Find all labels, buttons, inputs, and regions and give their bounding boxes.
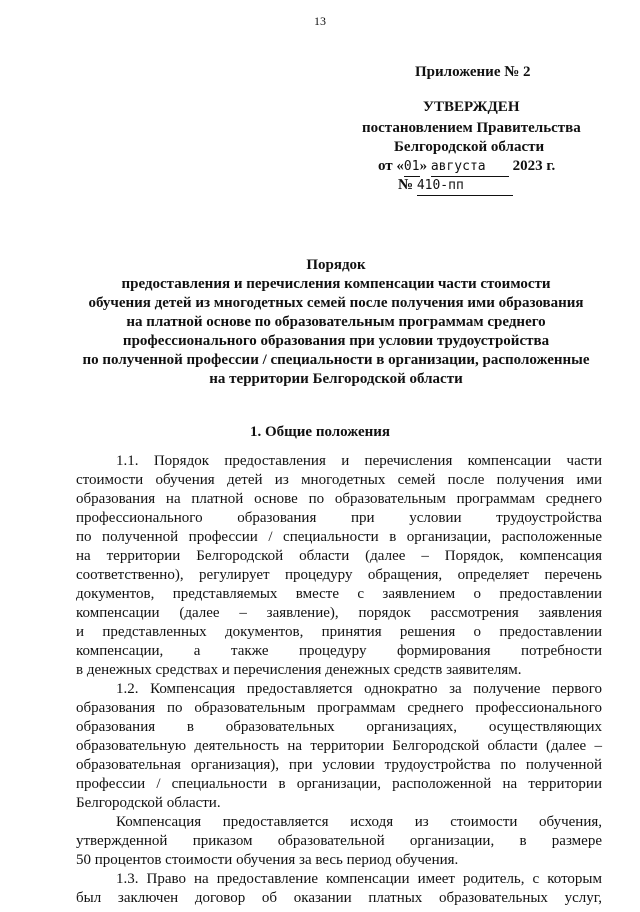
date-day: 01: [404, 157, 420, 177]
date-mid: »: [419, 158, 428, 174]
body-line: и представленных документов, принятия решения о предоставлении: [76, 624, 602, 640]
title-line: Порядок: [306, 257, 366, 273]
body-line: документов, представляемых вместе с заявлением о предоставлении: [76, 586, 602, 602]
body-line: 1.2. Компенсация предоставляется однократно за получение первого: [116, 681, 602, 697]
body-line: утвержденной приказом образовательной организации, в размере: [76, 833, 602, 849]
approval-line1: постановлением Правительства: [362, 120, 581, 136]
date-prefix: от «: [378, 158, 404, 174]
body-line: 50 процентов стоимости обучения за весь период обучения.: [76, 852, 459, 868]
approval-date: [378, 157, 555, 177]
body-line: образования на платной основе по образовательным программам среднего: [76, 491, 602, 507]
approval-line2: Белгородской области: [394, 139, 545, 155]
body-line: профессии / специальности в организации, расположенной на территории: [76, 776, 602, 792]
body-line: в денежных средствах и перечисления денежных средств заявителям.: [76, 662, 522, 678]
body-line: соответственно), регулирует процедуру обращения, определяет перечень: [76, 567, 602, 583]
body-line: по полученной профессии / специальности в организации, расположенные: [76, 529, 602, 545]
body-line: образования в образовательных организациях, осуществляющих: [76, 719, 602, 735]
body-line: компенсации (далее – заявление), порядок рассмотрения заявления: [76, 605, 602, 621]
approval-heading: УТВЕРЖДЕН: [423, 99, 520, 115]
appendix-label: Приложение № 2: [415, 64, 531, 80]
body-line: Белгородской области.: [76, 795, 221, 811]
approval-number: [398, 176, 513, 196]
title-line: на платной основе по образовательным программам среднего: [126, 314, 546, 330]
date-month: августа: [431, 157, 509, 177]
title-line: на территории Белгородской области: [209, 371, 463, 387]
body-line: 1.1. Порядок предоставления и перечисления компенсации части: [116, 453, 602, 469]
body-line: 1.3. Право на предоставление компенсации имеет родитель, с которым: [116, 871, 602, 887]
body-line: образовательную деятельность на территории Белгородской области (далее –: [76, 738, 602, 754]
body-line: образования по образовательным программам среднего профессионального: [76, 700, 602, 716]
page-number: 13: [314, 14, 326, 28]
body-line: компенсации, а также процедуру формирования потребности: [76, 643, 602, 659]
body-line: был заключен договор об оказании платных образовательных услуг,: [76, 890, 602, 906]
body-text: [76, 452, 602, 908]
number-prefix: №: [398, 177, 414, 193]
body-line: Компенсация предоставляется исходя из стоимости обучения,: [116, 814, 602, 830]
title-line: профессионального образования при условии трудоустройства: [122, 333, 550, 349]
document-title: [56, 256, 616, 389]
title-line: предоставления и перечисления компенсации части стоимости: [121, 276, 551, 292]
title-line: по полученной профессии / специальности в организации, расположенные: [82, 352, 590, 368]
body-line: образовательная организация), при условии трудоустройства по полученной: [76, 757, 602, 773]
section-title: 1. Общие положения: [249, 424, 391, 440]
body-line: на территории Белгородской области (далее – Порядок, компенсация: [76, 548, 602, 564]
title-line: обучения детей из многодетных семей после получения ими образования: [88, 295, 584, 311]
number-value: 410-пп: [417, 176, 513, 196]
body-line: профессионального образования при условии трудоустройства: [76, 510, 602, 526]
body-line: стоимости обучения детей из многодетных семей после получения ими: [76, 472, 602, 488]
date-year: 2023 г.: [512, 158, 556, 174]
